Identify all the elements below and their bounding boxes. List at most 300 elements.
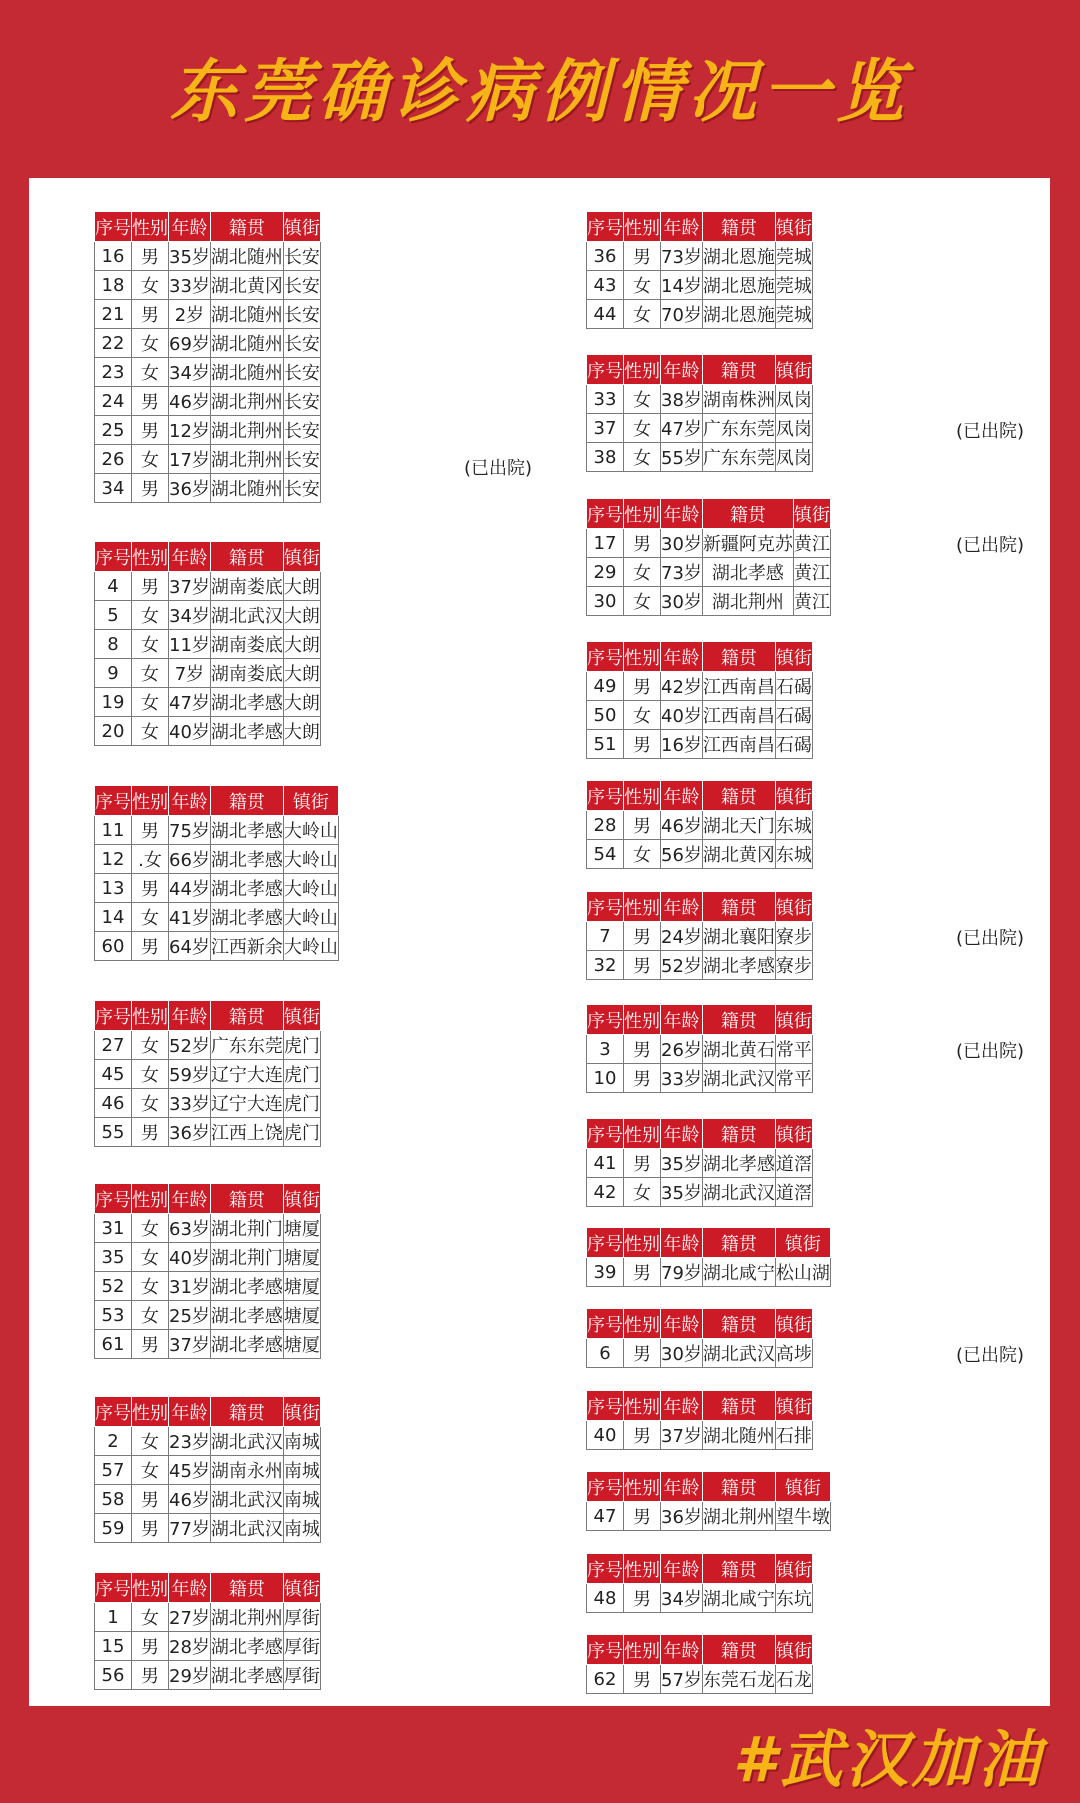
table-row <box>95 474 321 503</box>
table-cell: 10 <box>587 1064 624 1093</box>
table-cell: 51 <box>587 730 624 759</box>
discharged-note: (已出院) <box>956 928 1025 949</box>
table-cell: 男 <box>132 874 169 903</box>
table-cell: 35岁 <box>661 1149 703 1178</box>
table-cell: 30岁 <box>661 529 703 558</box>
table-row <box>587 443 813 472</box>
table-cell: 江西南昌 <box>702 730 775 759</box>
column-header: 镇街 <box>775 1472 830 1502</box>
table-cell: 男 <box>624 1149 661 1178</box>
table-cell: 虎门 <box>283 1118 320 1147</box>
column-header: 籍贯 <box>210 1397 283 1427</box>
case-table <box>94 785 339 961</box>
column-header: 年龄 <box>169 542 211 572</box>
table-cell: 南城 <box>283 1456 320 1485</box>
case-table <box>94 211 321 503</box>
table-cell: 女 <box>132 329 169 358</box>
table-row <box>587 529 831 558</box>
table-cell: 33岁 <box>169 271 211 300</box>
column-header: 籍贯 <box>210 1001 283 1031</box>
table-cell: 高埗 <box>775 1339 812 1368</box>
table-row <box>95 1456 321 1485</box>
table-cell: 男 <box>624 1502 661 1531</box>
table-row <box>587 811 813 840</box>
table-cell: 女 <box>132 1060 169 1089</box>
table-cell: 石碣 <box>775 730 812 759</box>
column-header: 年龄 <box>169 1397 211 1427</box>
table-cell: 塘厦 <box>283 1243 320 1272</box>
table-row <box>587 414 813 443</box>
column-header: 籍贯 <box>702 1005 775 1035</box>
table-cell: 53 <box>95 1301 132 1330</box>
table-cell: 16岁 <box>661 730 703 759</box>
table-row <box>587 951 813 980</box>
case-table <box>586 1471 831 1531</box>
table-row <box>95 358 321 387</box>
column-header: 镇街 <box>775 1228 830 1258</box>
table-cell: 长安 <box>283 242 320 271</box>
table-cell: 56岁 <box>661 840 703 869</box>
table-cell: 25 <box>95 416 132 445</box>
table-cell: 湖北黄冈 <box>210 271 283 300</box>
table-cell: 黄江 <box>793 529 830 558</box>
table-cell: 20 <box>95 717 132 746</box>
table-row <box>95 1089 321 1118</box>
table-row <box>587 730 813 759</box>
table-cell: 女 <box>624 414 661 443</box>
table-row <box>95 1661 321 1690</box>
table-row <box>95 1272 321 1301</box>
table-cell: 11 <box>95 816 132 845</box>
table-cell: 石碣 <box>775 672 812 701</box>
column-header: 籍贯 <box>702 892 775 922</box>
column-header: 性别 <box>132 786 169 816</box>
table-header-row <box>95 212 321 242</box>
table-cell: 40岁 <box>169 717 211 746</box>
table-header-row <box>95 1397 321 1427</box>
table-cell: 广东东莞 <box>702 414 775 443</box>
table-row <box>95 1031 321 1060</box>
table-cell: 46岁 <box>661 811 703 840</box>
case-table <box>586 641 813 759</box>
table-cell: 男 <box>624 730 661 759</box>
table-cell: 女 <box>132 717 169 746</box>
table-row <box>95 387 321 416</box>
table-cell: 虎门 <box>283 1060 320 1089</box>
column-header: 序号 <box>587 892 624 922</box>
column-header: 序号 <box>587 212 624 242</box>
table-cell: 湖北孝感 <box>210 845 283 874</box>
table-cell: 22 <box>95 329 132 358</box>
table-cell: 30 <box>587 587 624 616</box>
table-cell: 女 <box>132 1301 169 1330</box>
table-header-row <box>587 642 813 672</box>
table-cell: 37 <box>587 414 624 443</box>
table-cell: 62 <box>587 1665 624 1694</box>
table-cell: 辽宁大连 <box>210 1089 283 1118</box>
column-header: 性别 <box>624 1554 661 1584</box>
table-cell: 女 <box>132 659 169 688</box>
table-cell: 77岁 <box>169 1514 211 1543</box>
table-row <box>95 816 339 845</box>
column-header: 序号 <box>587 499 624 529</box>
column-header: 性别 <box>624 1119 661 1149</box>
case-table <box>94 541 321 746</box>
column-header: 性别 <box>624 1472 661 1502</box>
column-header: 籍贯 <box>702 1554 775 1584</box>
table-cell: 57 <box>95 1456 132 1485</box>
case-table <box>586 1227 831 1287</box>
table-cell: 长安 <box>283 387 320 416</box>
column-header: 性别 <box>132 212 169 242</box>
column-header: 籍贯 <box>210 1184 283 1214</box>
table-cell: 30岁 <box>661 1339 703 1368</box>
table-row <box>587 922 813 951</box>
table-cell: 男 <box>624 1584 661 1613</box>
case-table <box>94 1183 321 1359</box>
table-cell: 27 <box>95 1031 132 1060</box>
table-cell: 湖南娄底 <box>210 659 283 688</box>
discharged-note: (已出院) <box>956 1345 1025 1366</box>
table-cell: 湖北荆州 <box>210 445 283 474</box>
table-cell: 7 <box>587 922 624 951</box>
table-cell: 女 <box>624 300 661 329</box>
column-header: 籍贯 <box>210 212 283 242</box>
column-header: 性别 <box>624 1635 661 1665</box>
table-cell: 57岁 <box>661 1665 703 1694</box>
table-cell: 女 <box>624 701 661 730</box>
discharged-note: (已出院) <box>956 535 1025 556</box>
table-cell: 湖北随州 <box>702 1421 775 1450</box>
table-row <box>587 672 813 701</box>
table-cell: 54 <box>587 840 624 869</box>
column-header: 年龄 <box>661 1005 703 1035</box>
column-header: 年龄 <box>661 1119 703 1149</box>
table-cell: 36岁 <box>661 1502 703 1531</box>
table-header-row <box>587 1472 831 1502</box>
table-cell: 52岁 <box>169 1031 211 1060</box>
table-cell: 东城 <box>775 811 812 840</box>
table-row <box>95 1243 321 1272</box>
table-cell: 湖南永州 <box>210 1456 283 1485</box>
case-table <box>94 1000 321 1147</box>
table-cell: 莞城 <box>775 300 812 329</box>
column-header: 年龄 <box>661 1228 703 1258</box>
table-cell: 17 <box>587 529 624 558</box>
table-cell: 湖北武汉 <box>702 1178 775 1207</box>
table-cell: 寮步 <box>775 951 812 980</box>
table-cell: 37岁 <box>169 1330 211 1359</box>
column-header: 镇街 <box>283 212 320 242</box>
column-header: 序号 <box>587 1472 624 1502</box>
table-cell: 14 <box>95 903 132 932</box>
table-cell: 男 <box>132 1632 169 1661</box>
column-header: 性别 <box>132 1573 169 1603</box>
table-row <box>95 329 321 358</box>
table-cell: 男 <box>624 1421 661 1450</box>
table-row <box>95 416 321 445</box>
table-cell: 江西南昌 <box>702 701 775 730</box>
table-cell: 长安 <box>283 416 320 445</box>
column-header: 镇街 <box>775 1309 812 1339</box>
table-cell: 21 <box>95 300 132 329</box>
table-cell: 湖北咸宁 <box>702 1584 775 1613</box>
table-header-row <box>95 542 321 572</box>
table-cell: 28岁 <box>169 1632 211 1661</box>
table-cell: 男 <box>132 932 169 961</box>
table-cell: 34岁 <box>661 1584 703 1613</box>
table-cell: 1 <box>95 1603 132 1632</box>
table-cell: 女 <box>132 1603 169 1632</box>
column-header: 性别 <box>624 1005 661 1035</box>
table-cell: 47 <box>587 1502 624 1531</box>
column-header: 序号 <box>95 542 132 572</box>
table-cell: 女 <box>132 358 169 387</box>
column-header: 年龄 <box>661 1309 703 1339</box>
case-table <box>586 354 813 472</box>
table-cell: 大岭山 <box>283 903 338 932</box>
table-cell: 湖北荆州 <box>702 1502 775 1531</box>
table-cell: 湖北孝感 <box>210 1661 283 1690</box>
table-header-row <box>587 1005 813 1035</box>
table-cell: 辽宁大连 <box>210 1060 283 1089</box>
table-header-row <box>95 1184 321 1214</box>
table-cell: 38岁 <box>661 385 703 414</box>
table-cell: 43 <box>587 271 624 300</box>
table-cell: 湖北孝感 <box>702 558 793 587</box>
table-cell: 56 <box>95 1661 132 1690</box>
column-header: 性别 <box>624 355 661 385</box>
table-cell: 63岁 <box>169 1214 211 1243</box>
table-cell: 38 <box>587 443 624 472</box>
table-cell: 33岁 <box>169 1089 211 1118</box>
table-cell: 男 <box>132 387 169 416</box>
table-cell: 望牛墩 <box>775 1502 830 1531</box>
table-cell: 厚街 <box>283 1632 320 1661</box>
table-cell: 南城 <box>283 1514 320 1543</box>
table-row <box>95 300 321 329</box>
table-cell: 湖北荆门 <box>210 1214 283 1243</box>
table-row <box>587 1258 831 1287</box>
table-cell: 73岁 <box>661 558 703 587</box>
column-header: 镇街 <box>283 1001 320 1031</box>
case-table <box>586 1308 813 1368</box>
column-header: 序号 <box>587 642 624 672</box>
table-cell: 湖北荆门 <box>210 1243 283 1272</box>
table-cell: 男 <box>132 1330 169 1359</box>
table-cell: 东坑 <box>775 1584 812 1613</box>
table-header-row <box>95 1573 321 1603</box>
column-header: 镇街 <box>775 1005 812 1035</box>
table-cell: 73岁 <box>661 242 703 271</box>
table-cell: 男 <box>132 300 169 329</box>
table-cell: 52 <box>95 1272 132 1301</box>
table-cell: 30岁 <box>661 587 703 616</box>
table-cell: 男 <box>132 572 169 601</box>
table-header-row <box>587 1119 813 1149</box>
table-cell: 44 <box>587 300 624 329</box>
table-cell: 7岁 <box>169 659 211 688</box>
table-cell: 男 <box>624 1258 661 1287</box>
table-cell: 大岭山 <box>283 932 338 961</box>
column-header: 年龄 <box>661 499 703 529</box>
table-cell: 46岁 <box>169 387 211 416</box>
table-row <box>95 688 321 717</box>
table-cell: 湖北荆州 <box>210 1603 283 1632</box>
table-row <box>95 717 321 746</box>
table-cell: 湖北武汉 <box>702 1339 775 1368</box>
table-row <box>95 874 339 903</box>
table-cell: 湖北黄石 <box>702 1035 775 1064</box>
table-cell: 湖北随州 <box>210 242 283 271</box>
table-cell: 31岁 <box>169 1272 211 1301</box>
column-header: 镇街 <box>775 212 812 242</box>
table-row <box>587 840 813 869</box>
table-cell: 湖北随州 <box>210 300 283 329</box>
table-row <box>587 300 813 329</box>
column-header: 镇街 <box>283 1573 320 1603</box>
table-row <box>95 1214 321 1243</box>
table-row <box>95 271 321 300</box>
table-cell: 64岁 <box>169 932 211 961</box>
table-header-row <box>587 1554 813 1584</box>
table-cell: 湖南株洲 <box>702 385 775 414</box>
table-row <box>95 1330 321 1359</box>
table-cell: 湖北恩施 <box>702 271 775 300</box>
table-cell: 塘厦 <box>283 1214 320 1243</box>
table-cell: 湖北襄阳 <box>702 922 775 951</box>
table-cell: 9 <box>95 659 132 688</box>
table-cell: 女 <box>132 1214 169 1243</box>
table-cell: 湖北孝感 <box>210 1330 283 1359</box>
column-header: 镇街 <box>283 1397 320 1427</box>
table-cell: 厚街 <box>283 1603 320 1632</box>
table-cell: 女 <box>624 443 661 472</box>
table-cell: 24岁 <box>661 922 703 951</box>
table-row <box>95 630 321 659</box>
table-row <box>587 1339 813 1368</box>
table-cell: 湖南娄底 <box>210 630 283 659</box>
table-cell: 70岁 <box>661 300 703 329</box>
table-header-row <box>587 1391 813 1421</box>
table-cell: 湖北荆州 <box>210 416 283 445</box>
table-cell: 塘厦 <box>283 1301 320 1330</box>
table-cell: 8 <box>95 630 132 659</box>
discharged-note: (已出院) <box>464 458 533 479</box>
case-table <box>586 1390 813 1450</box>
table-cell: 凤岗 <box>775 385 812 414</box>
column-header: 序号 <box>587 1228 624 1258</box>
table-cell: 49 <box>587 672 624 701</box>
table-cell: 32 <box>587 951 624 980</box>
column-header: 性别 <box>132 1184 169 1214</box>
column-header: 序号 <box>587 781 624 811</box>
table-row <box>587 1502 831 1531</box>
table-cell: 松山湖 <box>775 1258 830 1287</box>
column-header: 序号 <box>587 1554 624 1584</box>
table-cell: 14岁 <box>661 271 703 300</box>
discharged-note: (已出院) <box>956 421 1025 442</box>
table-cell: 59 <box>95 1514 132 1543</box>
table-cell: 36 <box>587 242 624 271</box>
table-cell: 23 <box>95 358 132 387</box>
table-cell: 大岭山 <box>283 874 338 903</box>
table-row <box>95 659 321 688</box>
table-cell: 女 <box>624 558 661 587</box>
table-cell: 男 <box>624 1665 661 1694</box>
table-cell: 男 <box>132 242 169 271</box>
table-cell: 长安 <box>283 329 320 358</box>
table-cell: 湖北孝感 <box>702 1149 775 1178</box>
column-header: 性别 <box>132 1001 169 1031</box>
column-header: 籍贯 <box>210 786 283 816</box>
table-cell: 常平 <box>775 1064 812 1093</box>
table-cell: 虎门 <box>283 1031 320 1060</box>
table-cell: 男 <box>624 1339 661 1368</box>
table-cell: 45 <box>95 1060 132 1089</box>
case-table <box>586 211 813 329</box>
column-header: 镇街 <box>775 1635 812 1665</box>
column-header: 序号 <box>587 355 624 385</box>
table-cell: 35 <box>95 1243 132 1272</box>
table-cell: 江西南昌 <box>702 672 775 701</box>
table-cell: 61 <box>95 1330 132 1359</box>
column-header: 序号 <box>587 1119 624 1149</box>
table-cell: 湖北恩施 <box>702 242 775 271</box>
table-cell: 道滘 <box>775 1178 812 1207</box>
page-title: 东莞确诊病例情况一览 <box>169 53 910 132</box>
table-row <box>587 1149 813 1178</box>
column-header: 性别 <box>624 781 661 811</box>
table-cell: 男 <box>624 529 661 558</box>
column-header: 镇街 <box>793 499 830 529</box>
column-header: 性别 <box>624 892 661 922</box>
table-cell: 湖北孝感 <box>210 816 283 845</box>
table-cell: 66岁 <box>169 845 211 874</box>
table-cell: 34岁 <box>169 601 211 630</box>
case-table <box>586 780 813 869</box>
table-cell: 46 <box>95 1089 132 1118</box>
table-cell: 23岁 <box>169 1427 211 1456</box>
table-cell: 29岁 <box>169 1661 211 1690</box>
table-cell: 湖北孝感 <box>210 903 283 932</box>
table-cell: 36岁 <box>169 474 211 503</box>
column-header: 性别 <box>624 1391 661 1421</box>
table-cell: 女 <box>132 271 169 300</box>
column-header: 镇街 <box>283 786 338 816</box>
table-cell: 湖南娄底 <box>210 572 283 601</box>
table-cell: 5 <box>95 601 132 630</box>
table-cell: 男 <box>132 1661 169 1690</box>
column-header: 序号 <box>587 1005 624 1035</box>
table-cell: 34 <box>95 474 132 503</box>
table-cell: 26岁 <box>661 1035 703 1064</box>
table-cell: 道滘 <box>775 1149 812 1178</box>
table-cell: 女 <box>624 271 661 300</box>
table-cell: 37岁 <box>661 1421 703 1450</box>
table-row <box>95 1060 321 1089</box>
table-row <box>95 242 321 271</box>
table-cell: 2 <box>95 1427 132 1456</box>
table-cell: 女 <box>132 1272 169 1301</box>
table-cell: 莞城 <box>775 242 812 271</box>
table-cell: 55岁 <box>661 443 703 472</box>
table-cell: 男 <box>132 474 169 503</box>
column-header: 年龄 <box>661 212 703 242</box>
table-row <box>587 587 831 616</box>
table-cell: .女 <box>132 845 169 874</box>
column-header: 性别 <box>624 212 661 242</box>
